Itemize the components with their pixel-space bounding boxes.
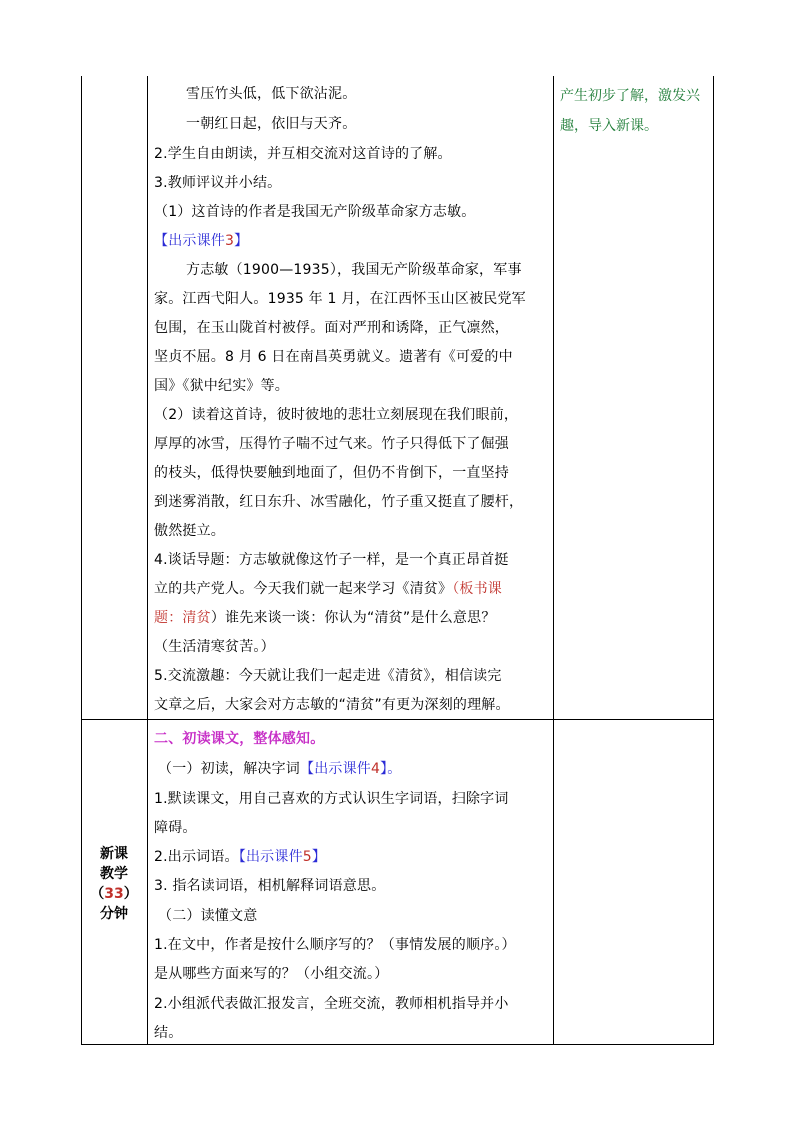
question-2-line-1: 2.小组派代表做汇报发言，全班交流，教师相机指导并小	[154, 996, 509, 1012]
courseware-3-close: 】	[234, 233, 249, 249]
bio-line-2: 家。江西弋阳人。1935 年 1 月，在江西怀玉山区被民党军	[154, 291, 526, 307]
side-note-line-2: 趣，导入新课。	[560, 118, 658, 134]
item-3: 3. 指名读词语，相机解释词语意思。	[154, 878, 386, 894]
table-divider-2	[553, 76, 554, 1045]
step-4-answer: （生活清寒贫苦。）	[154, 639, 275, 655]
duration-close: ）	[123, 886, 138, 902]
bio-line-5: 国》《狱中纪实》等。	[154, 378, 289, 394]
step-3-2-line-1: （2）读着这首诗，彼时彼地的悲壮立刻展现在我们眼前，	[154, 407, 519, 423]
item-2	[154, 847, 326, 867]
step-3-2-line-3: 的枝头，低得快要触到地面了，但仍不肯倒下，一直坚持	[154, 465, 509, 481]
courseware-5-open: 【出示课件	[238, 849, 303, 865]
step-2: 2.学生自由朗读，并互相交流对这首诗的了解。	[154, 146, 452, 162]
courseware-4-open: 【出示课件	[300, 761, 371, 777]
table-row-divider	[81, 719, 714, 720]
bio-line-4: 坚贞不屈。8 月 6 日在南昌英勇就义。遗著有《可爱的中	[154, 349, 513, 365]
subsection-2: （二）读懂文意	[158, 908, 258, 924]
step-4-line-2-text: 立的共产党人。今天我们就一起来学习《清贫》	[154, 581, 453, 597]
step-4-line-3	[154, 608, 496, 628]
table-divider-1	[147, 76, 148, 1045]
question-1-line-2: 是从哪些方面来写的？（小组交流。）	[154, 966, 389, 982]
table-border-bottom	[81, 1044, 714, 1045]
courseware-4-close: 】。	[380, 761, 402, 777]
step-3-2-line-2: 厚厚的冰雪，压得竹子喘不过气来。竹子只得低下了倔强	[154, 436, 509, 452]
step-5-line-1: 5.交流激趣：今天就让我们一起走进《清贫》，相信读完	[154, 668, 502, 684]
courseware-3-num: 3	[225, 233, 235, 249]
item-1-line-2: 障碍。	[154, 820, 197, 836]
step-5-line-2: 文章之后，大家会对方志敏的“清贫”有更为深刻的理解。	[154, 697, 510, 713]
poem-line-1: 雪压竹头低，低下欲沾泥。	[186, 86, 357, 102]
step-3: 3.教师评议并小结。	[154, 175, 282, 191]
step-4-line-2	[154, 579, 502, 599]
subsection-1	[158, 759, 402, 779]
board-title-note-end: 题：清贫	[154, 610, 211, 626]
step-4-line-1: 4.谈话导题：方志敏就像这竹子一样，是一个真正昂首挺	[154, 552, 509, 568]
question-2-line-2: 结。	[154, 1025, 183, 1041]
board-title-note: （板书课	[452, 581, 503, 597]
duration-line	[82, 884, 146, 904]
duration-unit: 分钟	[100, 906, 128, 922]
step-4-line-3-text: ）谁先来谈一谈：你认为“清贫”是什么意思？	[210, 610, 496, 626]
courseware-5-close: 】	[311, 849, 327, 865]
section-heading: 二、初读课文，整体感知。	[154, 731, 325, 747]
step-3-2-line-4: 到迷雾消散，红日东升、冰雪融化，竹子重又挺直了腰杆，	[154, 494, 524, 510]
bio-line-1: 方志敏（1900—1935），我国无产阶级革命家，军事	[186, 262, 522, 278]
courseware-4-num: 4	[371, 761, 381, 777]
section-label-line-2: 教学	[100, 866, 128, 882]
duration-value: 33	[104, 886, 124, 902]
bio-line-3: 包围，在玉山陇首村被俘。面对严刑和诱降，正气凛然，	[154, 320, 509, 336]
subsection-1-text: （一）初读，解决字词	[158, 761, 300, 777]
courseware-5-num: 5	[302, 849, 312, 865]
item-1-line-1: 1.默读课文，用自己喜欢的方式认识生字词语，扫除字词	[154, 791, 509, 807]
section-label-line-1: 新课	[100, 846, 128, 862]
step-3-2-line-5: 傲然挺立。	[154, 523, 225, 539]
item-2-text: 2.出示词语。	[154, 849, 239, 865]
courseware-3	[154, 231, 248, 251]
question-1-line-1: 1.在文中，作者是按什么顺序写的？（事情发展的顺序。）	[154, 937, 516, 953]
table-border-right	[713, 76, 714, 1045]
poem-line-2: 一朝红日起，依旧与天齐。	[186, 116, 357, 132]
side-note-line-1: 产生初步了解，激发兴	[560, 88, 700, 104]
courseware-3-open: 【出示课件	[154, 233, 225, 249]
step-3-1: （1）这首诗的作者是我国无产阶级革命家方志敏。	[154, 204, 476, 220]
duration-open: （	[90, 886, 105, 902]
